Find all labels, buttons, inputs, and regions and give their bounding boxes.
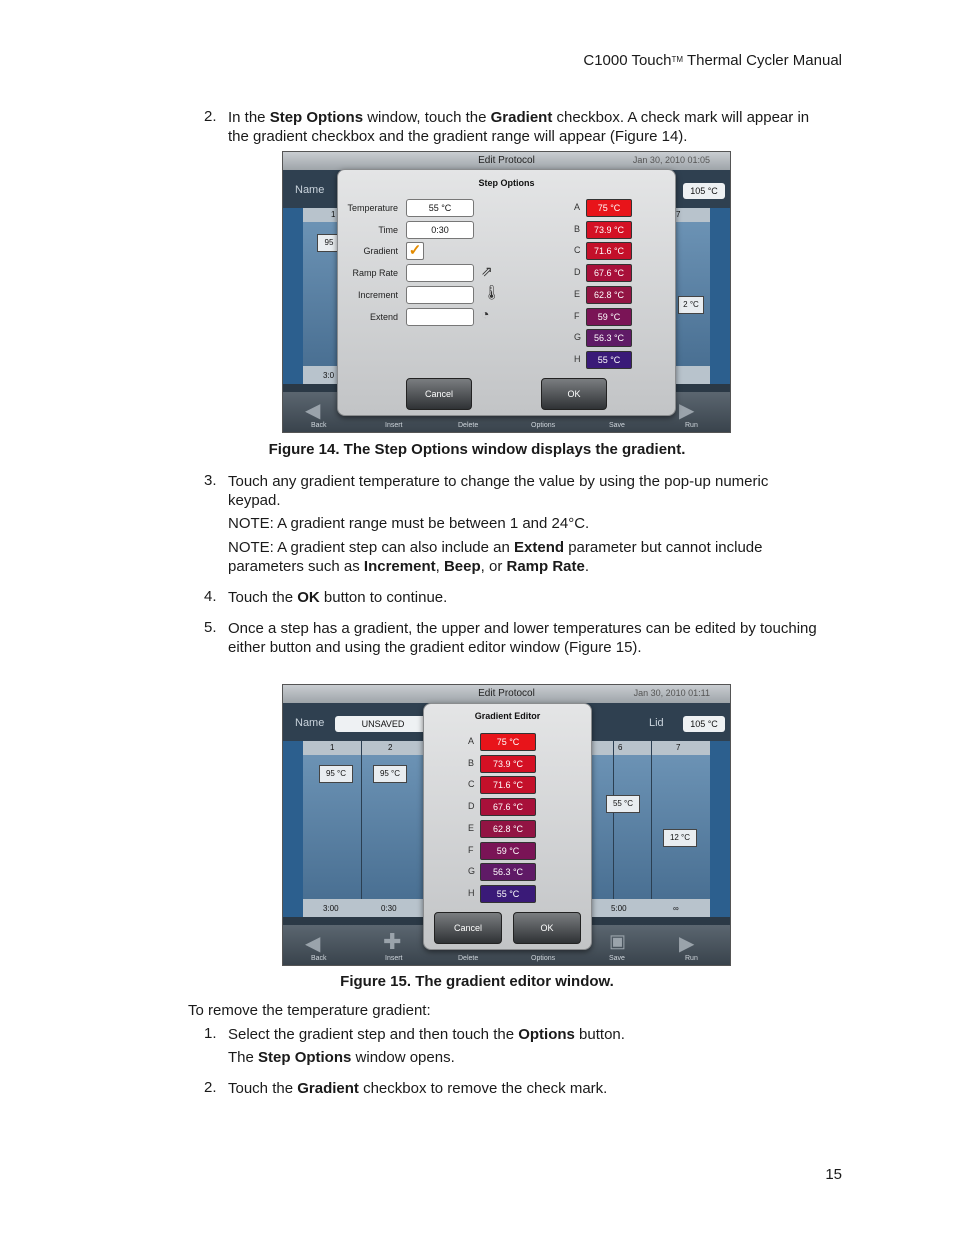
ok-button[interactable]: OK bbox=[541, 378, 607, 410]
toolbar-save[interactable]: Save bbox=[609, 955, 625, 962]
step-label: 6 bbox=[618, 743, 623, 752]
gradient-editor-dialog bbox=[423, 703, 592, 950]
step-number: 3. bbox=[204, 472, 217, 489]
ramp-rate-icon: ⇗ bbox=[481, 263, 493, 279]
gradient-row-label: A bbox=[468, 736, 475, 746]
remove-step2-text: Touch the Gradient checkbox to remove the check mark. bbox=[228, 1080, 608, 1097]
extend-field[interactable] bbox=[406, 308, 474, 326]
step-number: 2. bbox=[204, 1079, 217, 1096]
extend-label: Extend bbox=[369, 312, 398, 322]
date-time: Jan 30, 2010 01:05 bbox=[632, 155, 710, 165]
increment-icon: 🌡 bbox=[483, 284, 501, 300]
gradient-row-label: F bbox=[574, 310, 580, 321]
figure-15-caption: Figure 15. The gradient editor window. bbox=[340, 973, 614, 990]
running-header bbox=[583, 52, 842, 69]
gradient-temp-button[interactable]: 71.6 °C bbox=[480, 776, 536, 794]
ramp-rate-field[interactable] bbox=[406, 264, 474, 282]
gradient-row-label: G bbox=[468, 866, 476, 877]
temperature-field[interactable]: 55 °C bbox=[406, 199, 474, 217]
date-time: Jan 30, 2010 01:11 bbox=[633, 688, 710, 698]
gradient-temp-button[interactable]: 62.8 °C bbox=[586, 286, 632, 304]
step-temp-cell[interactable]: 2 °C bbox=[678, 296, 704, 314]
lid-label: Lid bbox=[649, 717, 664, 729]
toolbar-back[interactable]: Back bbox=[311, 422, 327, 429]
ramp-rate-label: Ramp Rate bbox=[352, 268, 398, 278]
step-label: 2 bbox=[388, 743, 393, 752]
step5-text: Once a step has a gradient, the upper and lower temperatures can be edited by touching either button and using the gradient editor window (Figure 15). bbox=[228, 620, 817, 656]
insert-plus-icon[interactable]: ✚ bbox=[383, 929, 402, 954]
figure-14-screenshot bbox=[282, 151, 731, 433]
step-label: 1 bbox=[330, 743, 335, 752]
step3-text: Touch any gradient temperature to change the value by using the pop-up numeric keypad. bbox=[228, 473, 769, 509]
step-temp-cell[interactable]: 95 °C bbox=[319, 765, 353, 783]
time-label: Time bbox=[378, 225, 398, 235]
step-time: 0:30 bbox=[381, 904, 397, 913]
toolbar-options[interactable]: Options bbox=[531, 955, 556, 962]
window-title: Edit Protocol bbox=[478, 155, 535, 166]
gradient-temp-button[interactable]: 67.6 °C bbox=[480, 798, 536, 816]
gradient-row-label: E bbox=[574, 288, 581, 299]
page-number: 15 bbox=[825, 1166, 842, 1183]
toolbar-insert[interactable]: Insert bbox=[385, 422, 403, 429]
cancel-button[interactable]: Cancel bbox=[406, 378, 472, 410]
back-arrow-icon[interactable]: ◀ bbox=[305, 400, 321, 422]
toolbar-options[interactable]: Options bbox=[531, 422, 556, 429]
increment-label: Increment bbox=[357, 290, 398, 300]
gradient-row-label: B bbox=[468, 757, 475, 768]
increment-field[interactable] bbox=[406, 286, 474, 304]
gradient-temp-button[interactable]: 73.9 °C bbox=[480, 755, 536, 773]
toolbar-delete[interactable]: Delete bbox=[458, 422, 479, 429]
gradient-temp-button[interactable]: 73.9 °C bbox=[586, 221, 632, 239]
step-number: 5. bbox=[204, 619, 217, 636]
dialog-title: Step Options bbox=[478, 178, 535, 188]
gradient-temp-button[interactable]: 59 °C bbox=[480, 842, 536, 860]
gradient-row-label: D bbox=[468, 801, 475, 812]
gradient-temp-button[interactable]: 56.3 °C bbox=[480, 863, 536, 881]
note-gradient-step: NOTE: A gradient step can also include an Extend parameter but cannot include parameters such as Increment, Beep, or Ramp Rate. bbox=[228, 539, 763, 575]
window-title: Edit Protocol bbox=[478, 688, 535, 699]
step-time: 5:00 bbox=[611, 904, 627, 913]
toolbar-save[interactable]: Save bbox=[609, 422, 625, 429]
cancel-button[interactable]: Cancel bbox=[434, 912, 502, 944]
gradient-temp-button[interactable]: 75 °C bbox=[480, 733, 536, 751]
gradient-row-label: H bbox=[574, 353, 581, 364]
gradient-row-label: C bbox=[468, 779, 475, 790]
save-disk-icon[interactable]: ▣ bbox=[609, 931, 627, 951]
step-temp-cell[interactable]: 55 °C bbox=[606, 795, 640, 813]
protocol-name-field[interactable]: UNSAVED bbox=[335, 716, 431, 732]
step-number: 2. bbox=[204, 108, 217, 125]
gradient-row-label: F bbox=[468, 844, 474, 855]
gradient-row-label: D bbox=[574, 267, 581, 278]
figure-15-screenshot bbox=[282, 684, 731, 966]
note-gradient-range: NOTE: A gradient range must be between 1 and 24°C. bbox=[228, 515, 590, 532]
gradient-temp-button[interactable]: 67.6 °C bbox=[586, 264, 632, 282]
gradient-temp-button[interactable]: 75 °C bbox=[586, 199, 632, 217]
gradient-temp-button[interactable]: 55 °C bbox=[586, 351, 632, 369]
step-time: 3:0 bbox=[323, 371, 335, 380]
toolbar-delete[interactable]: Delete bbox=[458, 955, 479, 962]
step-number: 1. bbox=[204, 1025, 217, 1042]
graph-edge-right bbox=[710, 208, 730, 384]
step-options-dialog bbox=[337, 169, 676, 416]
lid-temperature[interactable]: 105 °C bbox=[683, 716, 725, 732]
gradient-checkbox[interactable]: ✓ bbox=[406, 242, 424, 260]
gradient-row-label: C bbox=[574, 245, 581, 256]
gradient-row-label: H bbox=[468, 887, 475, 898]
step-label: 1 bbox=[331, 210, 336, 219]
toolbar-insert[interactable]: Insert bbox=[385, 955, 403, 962]
name-label: Name bbox=[295, 717, 325, 729]
step2-text: In the Step Options window, touch the Gradient checkbox. A check mark will appear in the gradient checkbox and the gradient range will appear (Figure 14). bbox=[228, 109, 810, 145]
step4-text: Touch the OK button to continue. bbox=[228, 589, 448, 606]
step-label: 7 bbox=[676, 743, 681, 752]
toolbar-back[interactable]: Back bbox=[311, 955, 327, 962]
gradient-temp-button[interactable]: 56.3 °C bbox=[586, 329, 632, 347]
gradient-temp-button[interactable]: 62.8 °C bbox=[480, 820, 536, 838]
step-number: 4. bbox=[204, 588, 217, 605]
name-label: Name bbox=[295, 184, 325, 196]
gradient-row-label: E bbox=[468, 822, 475, 833]
step-temp-cell[interactable]: 95 °C bbox=[373, 765, 407, 783]
temperature-label: Temperature bbox=[347, 203, 398, 213]
remove-step1-text: Select the gradient step and then touch the Options button. bbox=[228, 1026, 625, 1043]
gradient-row-label: G bbox=[574, 332, 582, 343]
extend-icon: ◔ bbox=[481, 306, 490, 322]
lid-temperature[interactable]: 105 °C bbox=[683, 183, 725, 199]
title-bar bbox=[283, 685, 730, 703]
graph-edge-left bbox=[283, 741, 303, 917]
step-time: ∞ bbox=[673, 904, 679, 913]
back-arrow-icon[interactable]: ◀ bbox=[305, 933, 321, 955]
toolbar-run[interactable]: Run bbox=[685, 955, 698, 962]
trademark: TM bbox=[671, 55, 684, 64]
step-label: 7 bbox=[676, 210, 681, 219]
toolbar-run[interactable]: Run bbox=[685, 422, 698, 429]
run-arrow-icon[interactable]: ▶ bbox=[679, 933, 695, 955]
gradient-temp-button[interactable]: 71.6 °C bbox=[586, 242, 632, 260]
gradient-row-label: A bbox=[574, 202, 581, 212]
gradient-temp-button[interactable]: 59 °C bbox=[586, 308, 632, 326]
header-rest: Thermal Cycler Manual bbox=[683, 52, 842, 69]
dialog-title: Gradient Editor bbox=[474, 711, 541, 721]
step-temp-cell[interactable]: 12 °C bbox=[663, 829, 697, 847]
gradient-temp-button[interactable]: 55 °C bbox=[480, 885, 536, 903]
header-product: C1000 Touch bbox=[583, 52, 672, 69]
graph-edge-right bbox=[710, 741, 730, 917]
time-field[interactable]: 0:30 bbox=[406, 221, 474, 239]
figure-14-caption: Figure 14. The Step Options window displays the gradient. bbox=[268, 441, 686, 458]
gradient-label: Gradient bbox=[363, 246, 398, 256]
graph-edge-left bbox=[283, 208, 303, 384]
step-time: 3:00 bbox=[323, 904, 339, 913]
step-temp-cell[interactable]: 95 bbox=[317, 234, 341, 252]
title-bar bbox=[283, 152, 730, 170]
ok-button[interactable]: OK bbox=[513, 912, 581, 944]
gradient-row-label: B bbox=[574, 223, 581, 234]
remove-step1-note: The Step Options window opens. bbox=[228, 1049, 455, 1066]
remove-intro: To remove the temperature gradient: bbox=[188, 1002, 431, 1019]
run-arrow-icon[interactable]: ▶ bbox=[679, 400, 695, 422]
